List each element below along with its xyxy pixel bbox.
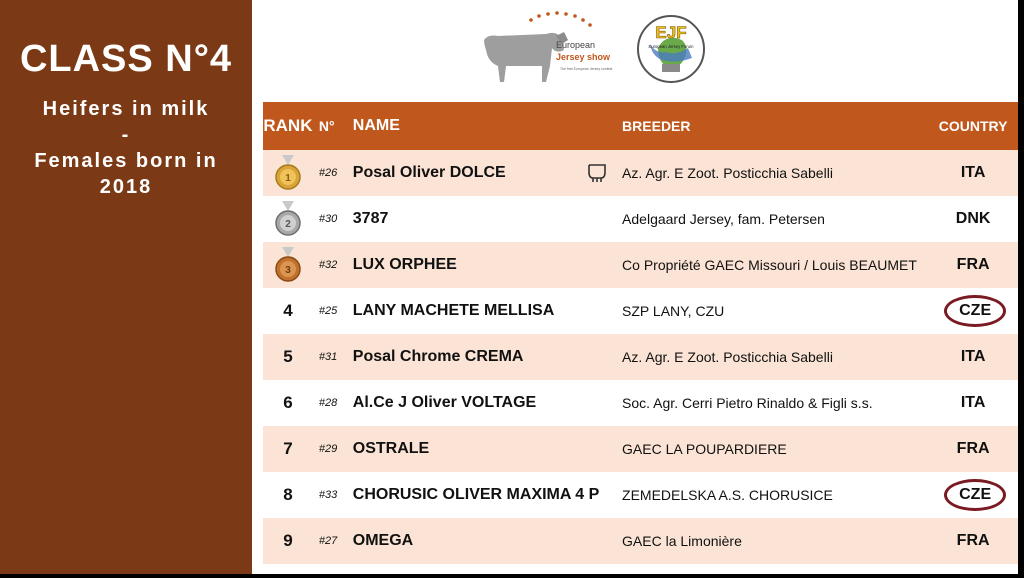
- name-cell: LUX ORPHEE: [352, 256, 457, 273]
- name-cell: CHORUSIC OLIVER MAXIMA 4 P: [352, 486, 600, 503]
- breeder-cell: Co Propriété GAEC Missouri / Louis BEAUMET: [622, 257, 917, 273]
- ejf-letters: EJF: [655, 23, 687, 42]
- breeder-cell: Az. Agr. E Zoot. Posticchia Sabelli: [622, 349, 833, 365]
- country-cell: DNK: [955, 210, 991, 227]
- european-jersey-show-logo: [476, 10, 626, 86]
- rank-cell: 6: [283, 393, 293, 412]
- logo-tagline: The first European Jersey contest: [560, 67, 613, 71]
- udder-icon: [586, 162, 608, 184]
- number-cell: #25: [318, 305, 338, 317]
- header-number: N°: [318, 118, 335, 134]
- circled-country-highlight: CZE: [944, 295, 1006, 327]
- svg-text:2: 2: [285, 219, 291, 230]
- name-cell: 3787: [352, 210, 389, 227]
- rank-cell: 4: [283, 301, 293, 320]
- breeder-cell: GAEC la Limonière: [622, 533, 742, 549]
- name-cell: OMEGA: [352, 532, 414, 549]
- number-cell: #26: [318, 167, 338, 179]
- name-cell: Posal Oliver DOLCE: [353, 162, 622, 184]
- header-country: COUNTRY: [938, 118, 1008, 134]
- rank-cell: 9: [283, 531, 293, 550]
- breeder-cell: Adelgaard Jersey, fam. Petersen: [622, 211, 825, 227]
- class-title: CLASS N°4: [19, 38, 233, 80]
- name-cell: LANY MACHETE MELLISA: [352, 302, 555, 319]
- table-header: [263, 102, 1018, 150]
- gold-medal-icon: [274, 155, 302, 191]
- country-cell: FRA: [956, 440, 990, 457]
- class-sidebar: [0, 0, 252, 574]
- breeder-cell: Soc. Agr. Cerri Pietro Rinaldo & Figli s.s.: [622, 395, 873, 411]
- table-row: [263, 518, 1018, 564]
- rank-cell: [263, 201, 313, 237]
- country-cell: ITA: [960, 164, 986, 181]
- rank-cell: [263, 247, 313, 283]
- table-row: [263, 242, 1018, 288]
- table-row: [263, 426, 1018, 472]
- country-cell: ITA: [960, 348, 986, 365]
- name-cell: OSTRALE: [352, 440, 430, 457]
- silver-medal-icon: [274, 201, 302, 237]
- rank-cell: 8: [283, 485, 293, 504]
- number-cell: #31: [318, 351, 338, 363]
- table-row: [263, 288, 1018, 334]
- logo-text-jersey-show: Jersey show: [556, 52, 611, 62]
- table-row: [263, 150, 1018, 196]
- svg-text:3: 3: [285, 265, 291, 276]
- number-cell: #27: [318, 535, 338, 547]
- results-table: [263, 102, 1018, 564]
- subtitle-line: -: [121, 124, 131, 146]
- breeder-cell: GAEC LA POUPARDIERE: [622, 441, 787, 457]
- country-cell: [928, 295, 1018, 327]
- breeder-cell: SZP LANY, CZU: [622, 303, 725, 319]
- name-cell: Posal Chrome CREMA: [352, 348, 524, 365]
- country-cell: FRA: [956, 532, 990, 549]
- rank-cell: 7: [283, 439, 293, 458]
- table-row: [263, 472, 1018, 518]
- number-cell: #29: [318, 443, 338, 455]
- breeder-cell: ZEMEDELSKA A.S. CHORUSICE: [622, 487, 833, 503]
- logo-text-european: European: [556, 40, 596, 50]
- svg-text:1: 1: [285, 173, 291, 184]
- number-cell: #28: [318, 397, 338, 409]
- ejf-text: European Jersey Forum: [648, 44, 694, 49]
- country-cell: [928, 479, 1018, 511]
- logo-area: [476, 10, 716, 86]
- bronze-medal-icon: [274, 247, 302, 283]
- circled-country-highlight: CZE: [944, 479, 1006, 511]
- breeder-cell: Az. Agr. E Zoot. Posticchia Sabelli: [622, 165, 833, 181]
- subtitle-line: Heifers in milk: [42, 98, 210, 120]
- table-row: [263, 196, 1018, 242]
- rank-cell: 5: [283, 347, 293, 366]
- table-row: [263, 334, 1018, 380]
- header-rank: RANK: [263, 116, 313, 135]
- header-breeder: BREEDER: [622, 118, 691, 134]
- ejf-logo: [636, 14, 706, 84]
- number-cell: #30: [318, 213, 338, 225]
- number-cell: #33: [318, 489, 338, 501]
- class-subtitle: [0, 96, 252, 200]
- table-row: [263, 380, 1018, 426]
- number-cell: #32: [318, 259, 338, 271]
- header-name: NAME: [352, 117, 400, 134]
- name-cell: Al.Ce J Oliver VOLTAGE: [352, 394, 537, 411]
- subtitle-line: Females born in: [34, 150, 218, 172]
- country-cell: ITA: [960, 394, 986, 411]
- rank-cell: [263, 155, 313, 191]
- country-cell: FRA: [956, 256, 990, 273]
- subtitle-line: 2018: [99, 176, 153, 198]
